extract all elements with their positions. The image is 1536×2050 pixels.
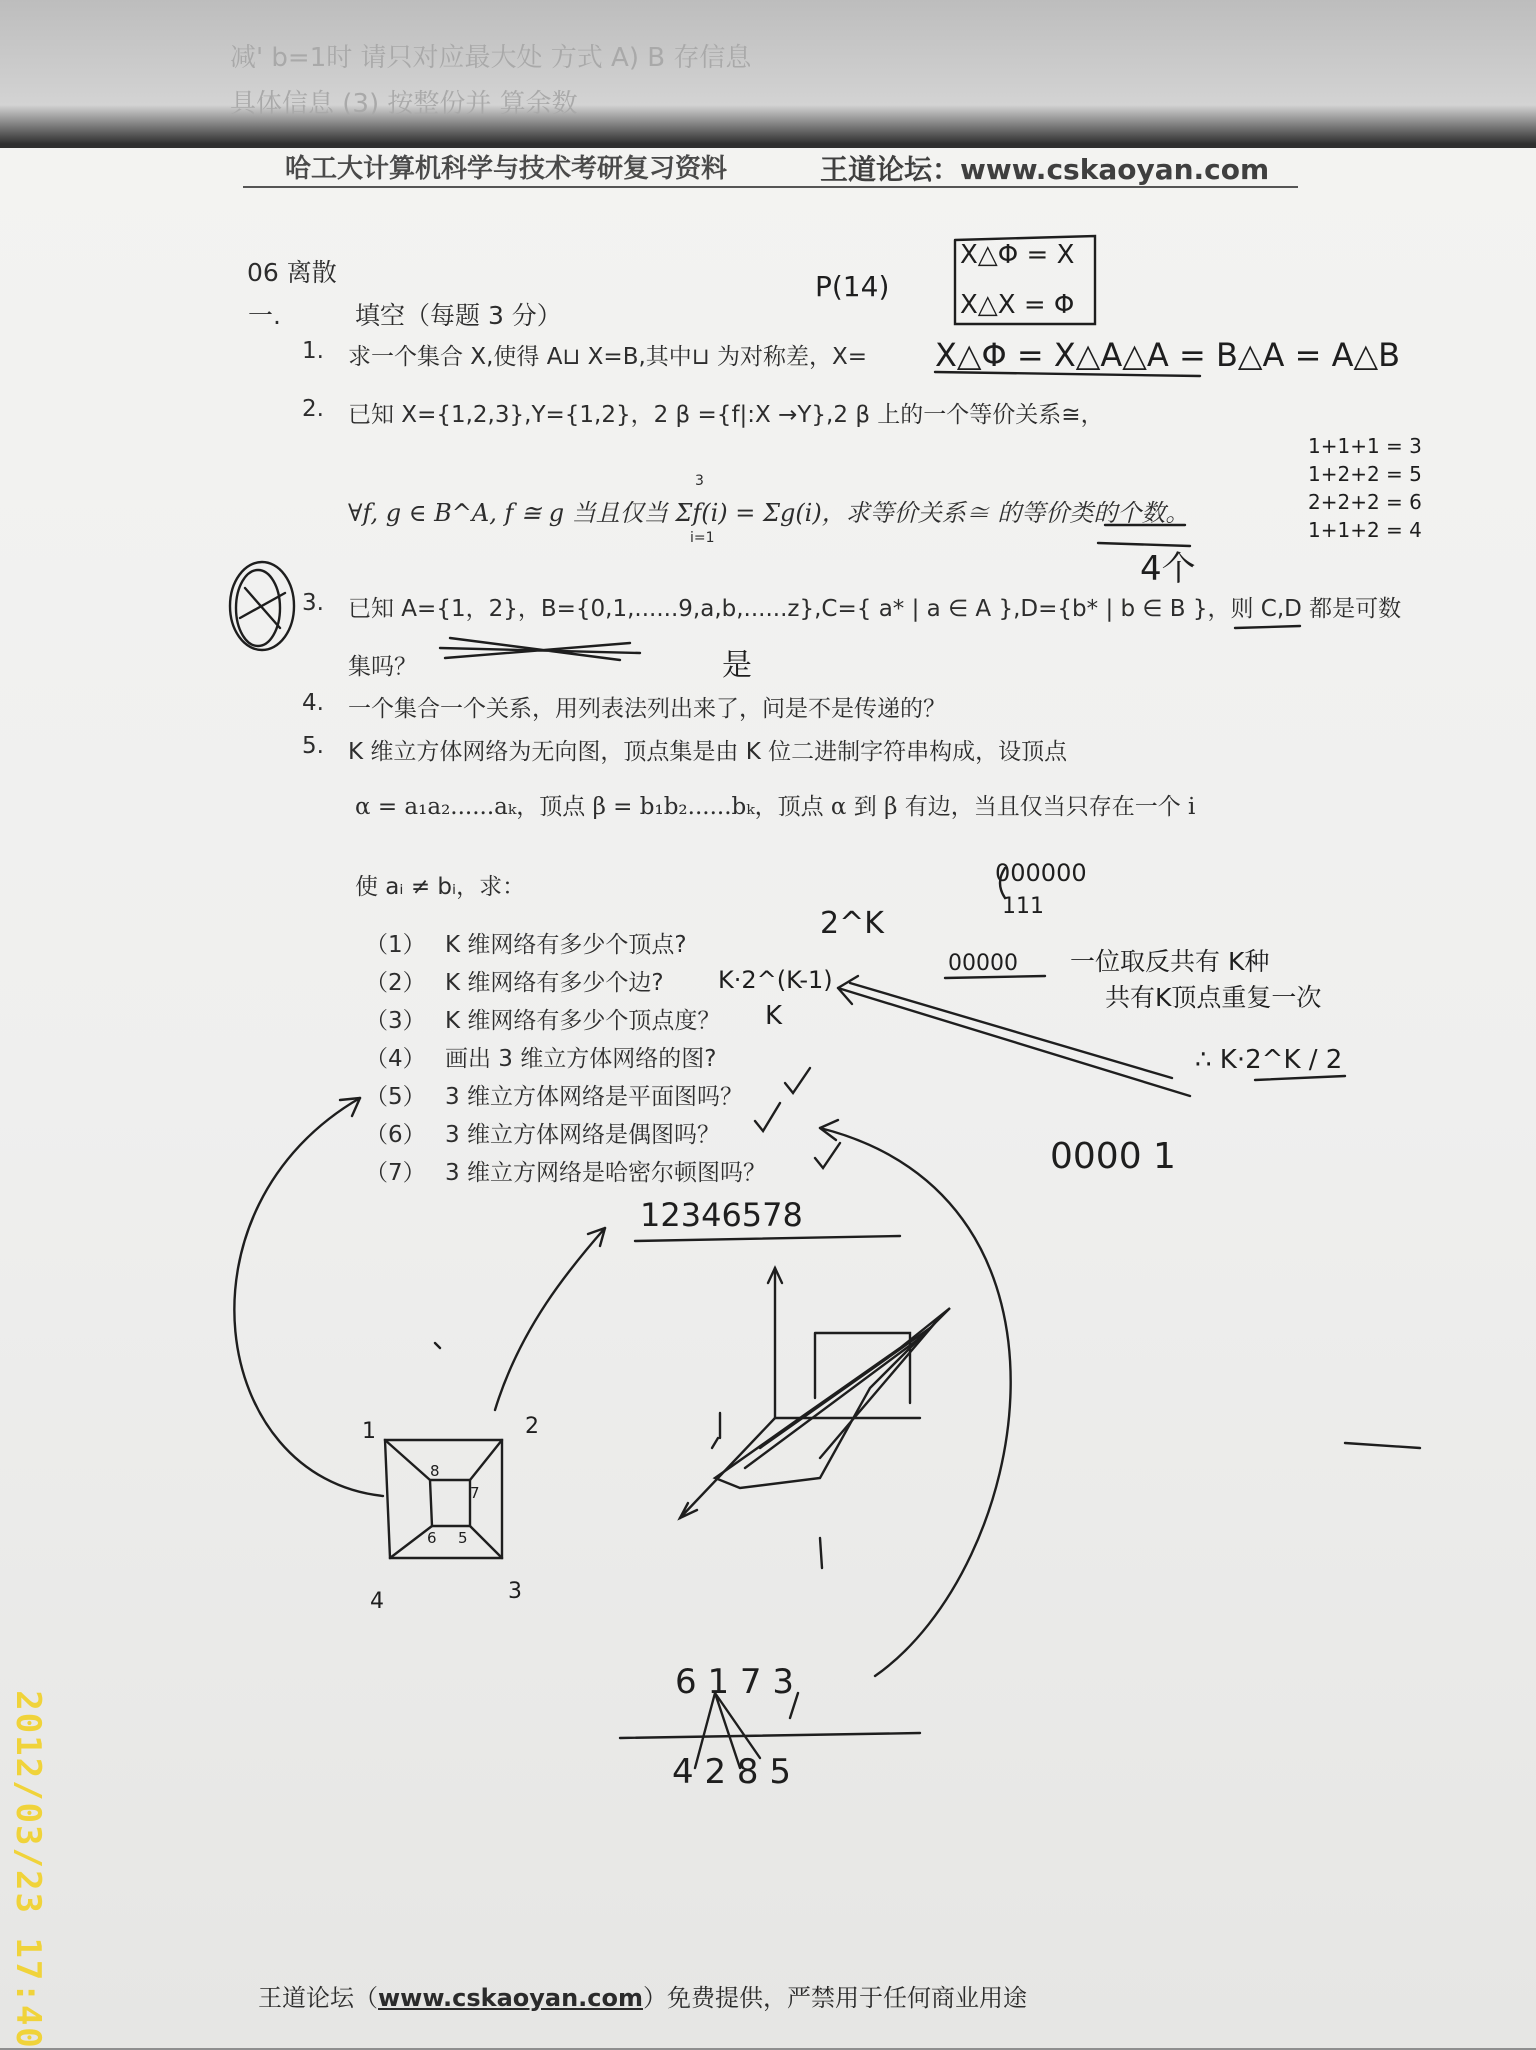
hw-sum2: 1+2+2 = 5 [1308,462,1422,486]
cube-label-7: 7 [470,1484,480,1502]
hw-bits2: 111 [1002,894,1044,919]
q5-sub4-text: 画出 3 维立方体网络的图? [445,1046,717,1072]
q5-sub7-number: （7） [365,1160,426,1186]
hw-note2: 共有K顶点重复一次 [1105,983,1322,1012]
check-6 [755,1103,780,1131]
q2-number: 2. [302,396,324,422]
q5-sub2-number: （2） [365,970,426,996]
hw-q5-2: K·2^(K-1) [718,966,833,994]
hw-bits1: 000000 [995,859,1087,887]
hw-q2-answer: 4个 [1140,549,1196,589]
perm-underline [635,1236,900,1241]
header-right: 王道论坛：www.cskaoyan.com [820,153,1270,186]
hw-permutation: 12346578 [640,1196,803,1234]
formula-fraction-bar [1255,1076,1345,1080]
exam-page [0,148,1536,2048]
equiv-underline2 [1098,543,1190,546]
q2-sum-upper: 3 [695,473,704,489]
q5-sub6-number: （6） [365,1122,426,1148]
section-label: 填空（每题 3 分） [355,301,562,330]
hw-bits3: 00000 [948,951,1018,976]
hw-box-line2: X△X = Φ [960,290,1075,320]
q2-line1: 已知 X={1,2,3},Y={1,2}，2 β ={f|:X →Y},2 β 上的一个等价关系≅， [348,402,1104,428]
tree-baseline [620,1733,920,1738]
countable-underline [1235,626,1300,628]
q5-sub3-number: （3） [365,1008,426,1034]
q4-number: 4. [302,690,324,716]
cube-diagonals [385,1440,502,1558]
q5-sub1-number: （1） [365,932,426,958]
footer: 王道论坛（www.cskaoyan.com）免费提供，严禁用于任何商业用途 [258,1984,1028,2012]
cube-label-1: 1 [362,1419,376,1444]
date-stamp: 2012/03/23 17:40 [8,1690,48,2050]
exam-title: 06 离散 [247,258,337,287]
q5-sub6-text: 3 维立方体网络是偶图吗？ [445,1122,720,1148]
cube-3d-scribble [745,1323,935,1468]
cube-label-2: 2 [525,1414,539,1439]
hw-formula: ∴ K·2^K / 2 [1195,1045,1343,1075]
cube-label-6: 6 [427,1529,437,1547]
hw-q3-answer: 是 [722,648,752,683]
hw-q5-1: 2^K [820,906,884,941]
q5-sub4-number: （4） [365,1046,426,1072]
q5-line1: K 维立方体网络为无向图，顶点集是由 K 位二进制字符串构成，设顶点 [348,739,1068,765]
hw-q5-3: K [765,1001,783,1031]
q2-line2: ∀f, g ∈ B^A, f ≅ g 当且仅当 Σf(i) = Σg(i)，求等价关系≅ 的等价类的个数。 [348,499,1190,527]
bleed-through-text: 减' b=1时 请只对应最大处 方式 A) B 存信息 具体信息 (3) 按整份并 算余数 [230,43,752,119]
q5-sub3-text: K 维网络有多少个顶点度？ [445,1008,721,1034]
cube-label-3: 3 [508,1579,522,1604]
header-left: 哈工大计算机科学与技术考研复习资料 [285,154,728,184]
q3-number: 3. [302,590,324,616]
q4-text: 一个集合一个关系，用列表法列出来了，问是不是传递的？ [348,696,946,722]
hw-q1-answer: X△Φ = X△A△A = B△A = A△B [935,336,1401,374]
hw-tree-bottom: 4 2 8 5 [672,1752,791,1792]
hw-sum4: 1+1+2 = 4 [1308,518,1422,542]
bleed-through-area [0,0,1536,150]
hw-code: 0000 1 [1050,1136,1176,1177]
cube-inner-square [430,1480,470,1526]
bits-underline [945,976,1045,978]
hw-box-line1: X△Φ = X [960,240,1075,270]
check-7 [815,1143,840,1168]
q5-line3: 使 aᵢ ≠ bᵢ，求： [355,874,526,900]
hw-tree-top: 6 1 7 3 [675,1662,794,1702]
section-number: 一. [248,301,281,330]
cube-3d-edge [712,1413,720,1448]
hw-sum1: 1+1+1 = 3 [1308,434,1422,458]
q1-text: 求一个集合 X,使得 A⊔ X=B,其中⊔ 为对称差，X= [348,344,868,370]
hw-note1: 一位取反共有 K种 [1070,947,1270,976]
stray-marks [435,1343,1420,1568]
curve-to-q5 [234,1098,383,1496]
hw-p14: P(14) [815,270,890,303]
cube-label-8: 8 [430,1462,440,1480]
curve-to-q6 [820,1128,1011,1676]
q1-number: 1. [302,338,324,364]
q5-sub5-number: （5） [365,1084,426,1110]
q5-sub7-text: 3 维立方网络是哈密尔顿图吗？ [445,1160,766,1186]
cube-label-4: 4 [370,1589,384,1614]
handwriting-layer [0,148,1536,2048]
q3-line2: 集吗？ [348,654,417,680]
footer-url: www.cskaoyan.com [378,1984,644,2012]
q5-number: 5. [302,733,324,759]
check-5 [785,1068,810,1093]
q5-sub2-text: K 维网络有多少个边? [445,970,664,996]
q2-sum-lower: i=1 [690,530,715,546]
q3-strike [440,638,640,660]
q5-line2: α = a₁a₂......aₖ，顶点 β = b₁b₂......bₖ，顶点 α 到 β 有边，当且仅当只存在一个 i [355,794,1196,820]
curve-to-perm [495,1228,605,1410]
q5-sub5-text: 3 维立方体网络是平面图吗？ [445,1084,743,1110]
q3-line1: 已知 A={1，2}，B={0,1,......9,a,b,......z},C={ a* | a ∈ A },D={b* | b ∈ B }，则 C,D 都是可数 [348,596,1402,622]
hw-sum3: 2+2+2 = 6 [1308,490,1422,514]
q5-sub1-text: K 维网络有多少个顶点? [445,932,687,958]
cube-label-5: 5 [458,1529,468,1547]
